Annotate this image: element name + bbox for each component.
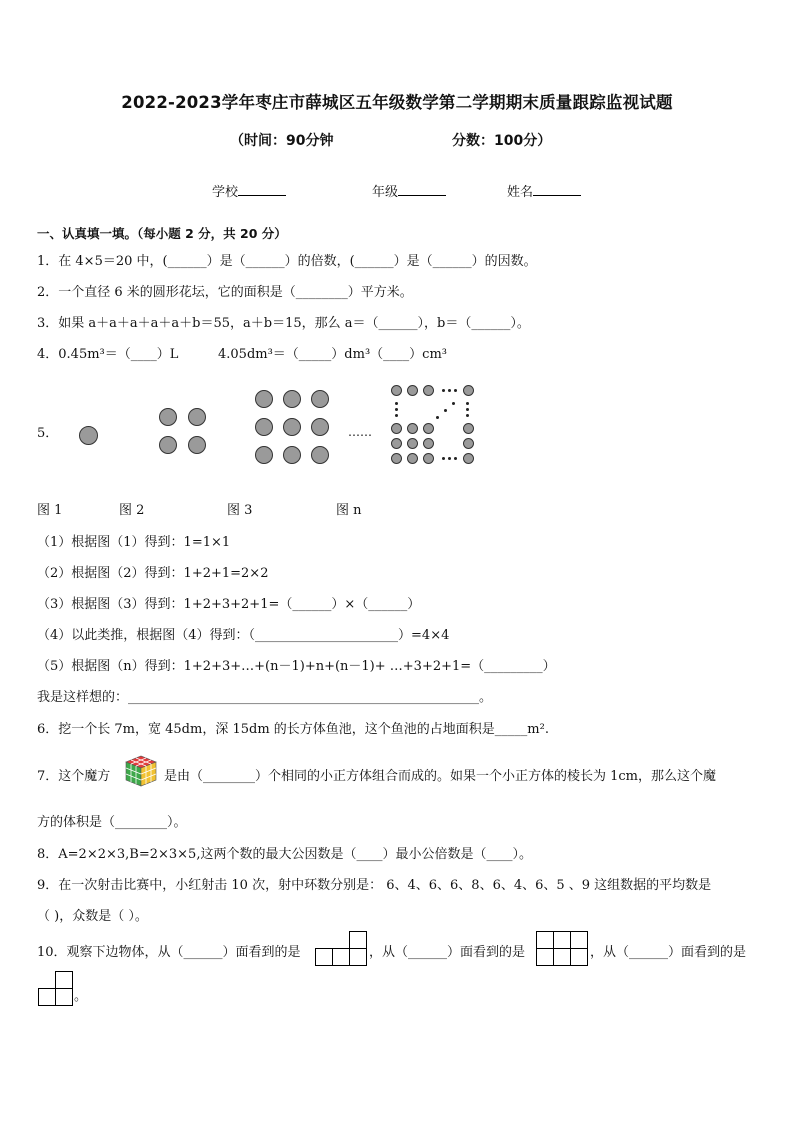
question-7a: 7．这个魔方 [37, 769, 111, 784]
question-1: 1．在 4×5＝20 中，(______）是（______）的倍数，(______）是（______）的因数。 [37, 254, 537, 269]
fign-dot [391, 453, 402, 464]
fig3-dot [255, 418, 273, 436]
fig-label-n: 图 n [336, 503, 362, 518]
fig3-dot [255, 446, 273, 464]
name-field[interactable] [507, 181, 581, 200]
fign-dot [391, 423, 402, 434]
fign-small-dot [452, 402, 455, 405]
fign-small-dot [466, 408, 469, 411]
section-1-title: 一、认真填一填。（每小题 2 分，共 20 分） [37, 226, 287, 241]
exam-score: 分数：100分） [452, 133, 552, 149]
fign-dot [407, 423, 418, 434]
ellipsis: …… [348, 425, 372, 439]
fign-dot [391, 438, 402, 449]
fig1-dot [79, 426, 98, 445]
page-title: 2022-2023学年枣庄市薛城区五年级数学第二学期期末质量跟踪监视试题 [121, 93, 673, 112]
view-shape-3 [38, 971, 73, 1006]
question-5-3: （3）根据图（3）得到：1+2+3+2+1=（______）×（______） [37, 597, 421, 612]
question-9a: 9．在一次射击比赛中，小红射击 10 次，射中环数分别是： 6、4、6、6、8、6、4、6、5 、9 这组数据的平均数是 [37, 878, 712, 893]
question-10b: ，从（______）面看到的是 [369, 945, 526, 960]
fign-dot [407, 438, 418, 449]
fign-small-dot [454, 389, 457, 392]
question-5-thinking: 我是这样想的：______________________________________________________。 [37, 690, 493, 705]
fign-dot [423, 438, 434, 449]
grade-blank[interactable] [398, 183, 446, 196]
fig2-dot [188, 408, 206, 426]
question-5-1: （1）根据图（1）得到：1=1×1 [37, 535, 231, 550]
fign-small-dot [395, 408, 398, 411]
name-label: 姓名 [507, 185, 534, 200]
question-2: 2．一个直径 6 米的圆形花坛，它的面积是（________）平方米。 [37, 285, 413, 300]
fig2-dot [188, 436, 206, 454]
question-8: 8．A=2×2×3,B=2×3×5,这两个数的最大公因数是（____）最小公倍数是（____）。 [37, 847, 532, 862]
question-7b: 是由（________）个相同的小正方体组合而成的。如果一个小正方体的棱长为 1cm，那么这个魔 [164, 769, 717, 784]
fign-dot [463, 385, 474, 396]
fign-small-dot [448, 457, 451, 460]
question-7c: 方的体积是（________）。 [37, 815, 187, 830]
fign-dot [407, 385, 418, 396]
school-blank[interactable] [238, 183, 286, 196]
fig3-dot [311, 446, 329, 464]
fig3-dot [283, 418, 301, 436]
fign-small-dot [395, 414, 398, 417]
question-10a: 10．观察下边物体，从（______）面看到的是 [37, 945, 301, 960]
question-5: 5． [37, 426, 59, 441]
fig3-dot [311, 418, 329, 436]
fign-dot [463, 438, 474, 449]
fig3-dot [283, 390, 301, 408]
fign-small-dot [466, 402, 469, 405]
grade-field[interactable] [372, 181, 446, 200]
fig3-dot [283, 446, 301, 464]
fig-label-1: 图 1 [37, 503, 63, 518]
fig3-dot [255, 390, 273, 408]
fign-dot [463, 453, 474, 464]
name-blank[interactable] [533, 183, 581, 196]
fign-dot [463, 423, 474, 434]
fign-small-dot [454, 457, 457, 460]
fign-small-dot [442, 389, 445, 392]
fign-small-dot [466, 414, 469, 417]
question-3: 3．如果 a＋a＋a＋a＋a＋b＝55，a＋b＝15，那么 a＝（______），b＝（______）。 [37, 316, 530, 331]
fign-small-dot [442, 457, 445, 460]
question-10c: ，从（______）面看到的是 [590, 945, 747, 960]
fign-dot [391, 385, 402, 396]
school-label: 学校 [212, 185, 239, 200]
question-4a: 4．0.45m³＝（____）L [37, 347, 179, 362]
question-5-5: （5）根据图（n）得到：1+2+3+…+(n－1)+n+(n－1)+ …+3+2+1=（_________） [37, 659, 556, 674]
question-9b: （ )，众数是（ ）。 [37, 909, 148, 924]
fign-dot [407, 453, 418, 464]
fign-small-dot [436, 416, 439, 419]
rubik-cube-icon [122, 754, 160, 788]
question-10d: 。 [74, 989, 88, 1004]
fign-small-dot [444, 409, 447, 412]
school-field[interactable] [212, 181, 286, 200]
fig2-dot [159, 436, 177, 454]
question-5-2: （2）根据图（2）得到：1+2+1=2×2 [37, 566, 269, 581]
grade-label: 年级 [372, 185, 399, 200]
view-shape-2 [536, 931, 588, 966]
fign-small-dot [448, 389, 451, 392]
fign-small-dot [395, 402, 398, 405]
question-6: 6．挖一个长 7m，宽 45dm，深 15dm 的长方体鱼池，这个鱼池的占地面积是_____m². [37, 722, 549, 737]
fign-dot [423, 423, 434, 434]
fign-dot [423, 453, 434, 464]
view-shape-1 [315, 931, 367, 966]
question-4b: 4.05dm³＝（_____）dm³（____）cm³ [218, 347, 447, 362]
fig2-dot [159, 408, 177, 426]
fig-label-2: 图 2 [119, 503, 145, 518]
question-5-4: （4）以此类推，根据图（4）得到：（______________________）=4×4 [37, 628, 450, 643]
exam-time: （时间：90分钟 [230, 133, 334, 149]
fign-dot [423, 385, 434, 396]
fig-label-3: 图 3 [227, 503, 253, 518]
fig3-dot [311, 390, 329, 408]
